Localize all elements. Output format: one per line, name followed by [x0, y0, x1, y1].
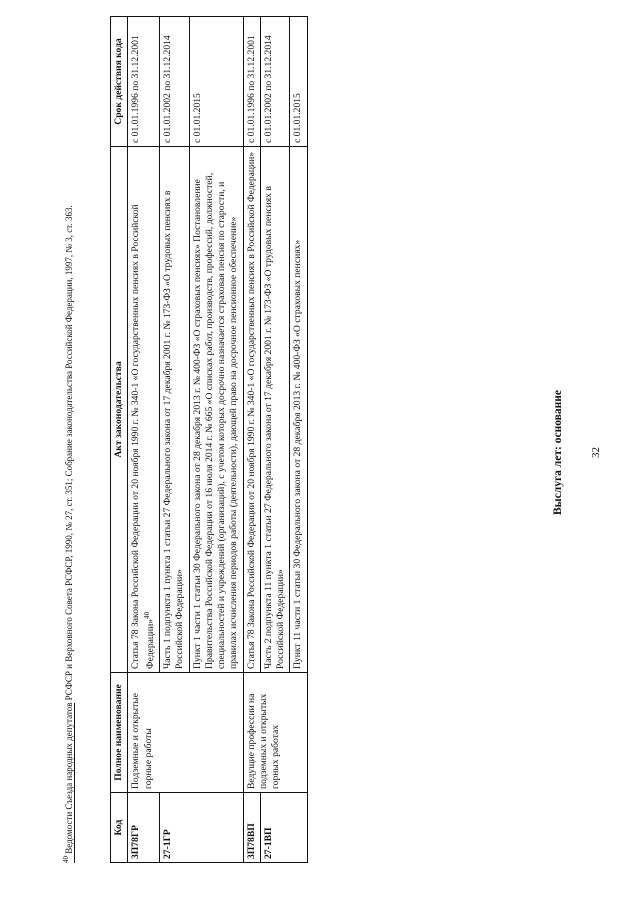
- row-period: с 01.01.2002 по 31.12.2014: [159, 17, 189, 147]
- row-code: 27-1ВП: [260, 793, 307, 863]
- page-title: Выслуга лет: основание: [552, 390, 564, 515]
- row-period: с 01.01.2015: [189, 17, 243, 147]
- row-period: с 01.01.1996 по 31.12.2001: [243, 17, 260, 147]
- footnote: [62, 17, 74, 863]
- row-code: 3П78ГР: [128, 793, 160, 863]
- page-number: 32: [590, 447, 602, 458]
- header-code: Код: [111, 793, 128, 863]
- footnote-divider: [74, 703, 75, 863]
- header-period: Срок действия кода: [111, 17, 128, 147]
- row-act: Часть 2 подпункта 11 пункта 1 статьи 27 Федерального закона от 17 декабря 2001 г. № 173-ФЗ «О трудовых пенсиях в Российской Федерации»: [260, 147, 290, 673]
- footnote-marker: 40: [62, 856, 70, 863]
- header-act: Акт законодательства: [111, 147, 128, 673]
- row-full-name: Подземные и открытые горные работы: [128, 673, 243, 793]
- header-full-name: Полное наименование: [111, 673, 128, 793]
- row-code: 3П78ВП: [243, 793, 260, 863]
- row-code: 27-1ГР: [159, 793, 243, 863]
- row-period: с 01.01.2002 по 31.12.2014: [260, 17, 290, 147]
- row-act: Часть 1 подпункта 1 пункта 1 статьи 27 Федерального закона от 17 декабря 2001 г. № 173-ФЗ «О трудовых пенсиях в Российской Федерации»: [159, 147, 189, 673]
- row-act: [128, 147, 160, 673]
- table-header-row: [111, 17, 128, 863]
- row-period: с 01.01.1996 по 31.12.2001: [128, 17, 160, 147]
- seniority-table: [110, 16, 308, 863]
- row-act: Пункт 1 части 1 статьи 30 Федерального закона от 28 декабря 2013 г. № 400-ФЗ «О страховых пенсиях» Постановление Правительства Российской Федерации от 16 июля 2014 г. № 665 «О списках работ, производств, профессий, должностей, специальностей и учреждений (организаций), с учетом которых досрочно назначается страховая пенсия по старости, и правилах исчисления периодов работы (деятельности), дающей право на досрочное пенсионное обеспечение»: [189, 147, 243, 673]
- footnote-text: Ведомости Съезда народных депутатов РСФСР и Верховного Совета РСФСР, 1990, № 27, ст. 351; Собрание законодательства Российской Федерации, 1997, № 3, ст. 363.: [64, 205, 74, 854]
- footnote-ref: 40: [142, 611, 151, 619]
- act-text: Статья 78 Закона Российской Федерации от 20 ноября 1990 г. № 340-1 «О государственных пенсиях в Российской Федерации»: [130, 204, 156, 669]
- row-period: с 01.01.2015: [290, 17, 307, 147]
- row-full-name: Ведущие профессии на подземных и открытых горных работах: [243, 673, 307, 793]
- row-act: Пункт 11 части 1 статьи 30 Федерального закона от 28 декабря 2013 г. № 400-ФЗ «О страховых пенсиях»: [290, 147, 307, 673]
- row-act: Статья 78 Закона Российской Федерации от 20 ноября 1990 г. № 340-1 «О государственных пенсиях в Российской Федерации»: [243, 147, 260, 673]
- table-row: [128, 17, 160, 863]
- table-row: [243, 17, 260, 863]
